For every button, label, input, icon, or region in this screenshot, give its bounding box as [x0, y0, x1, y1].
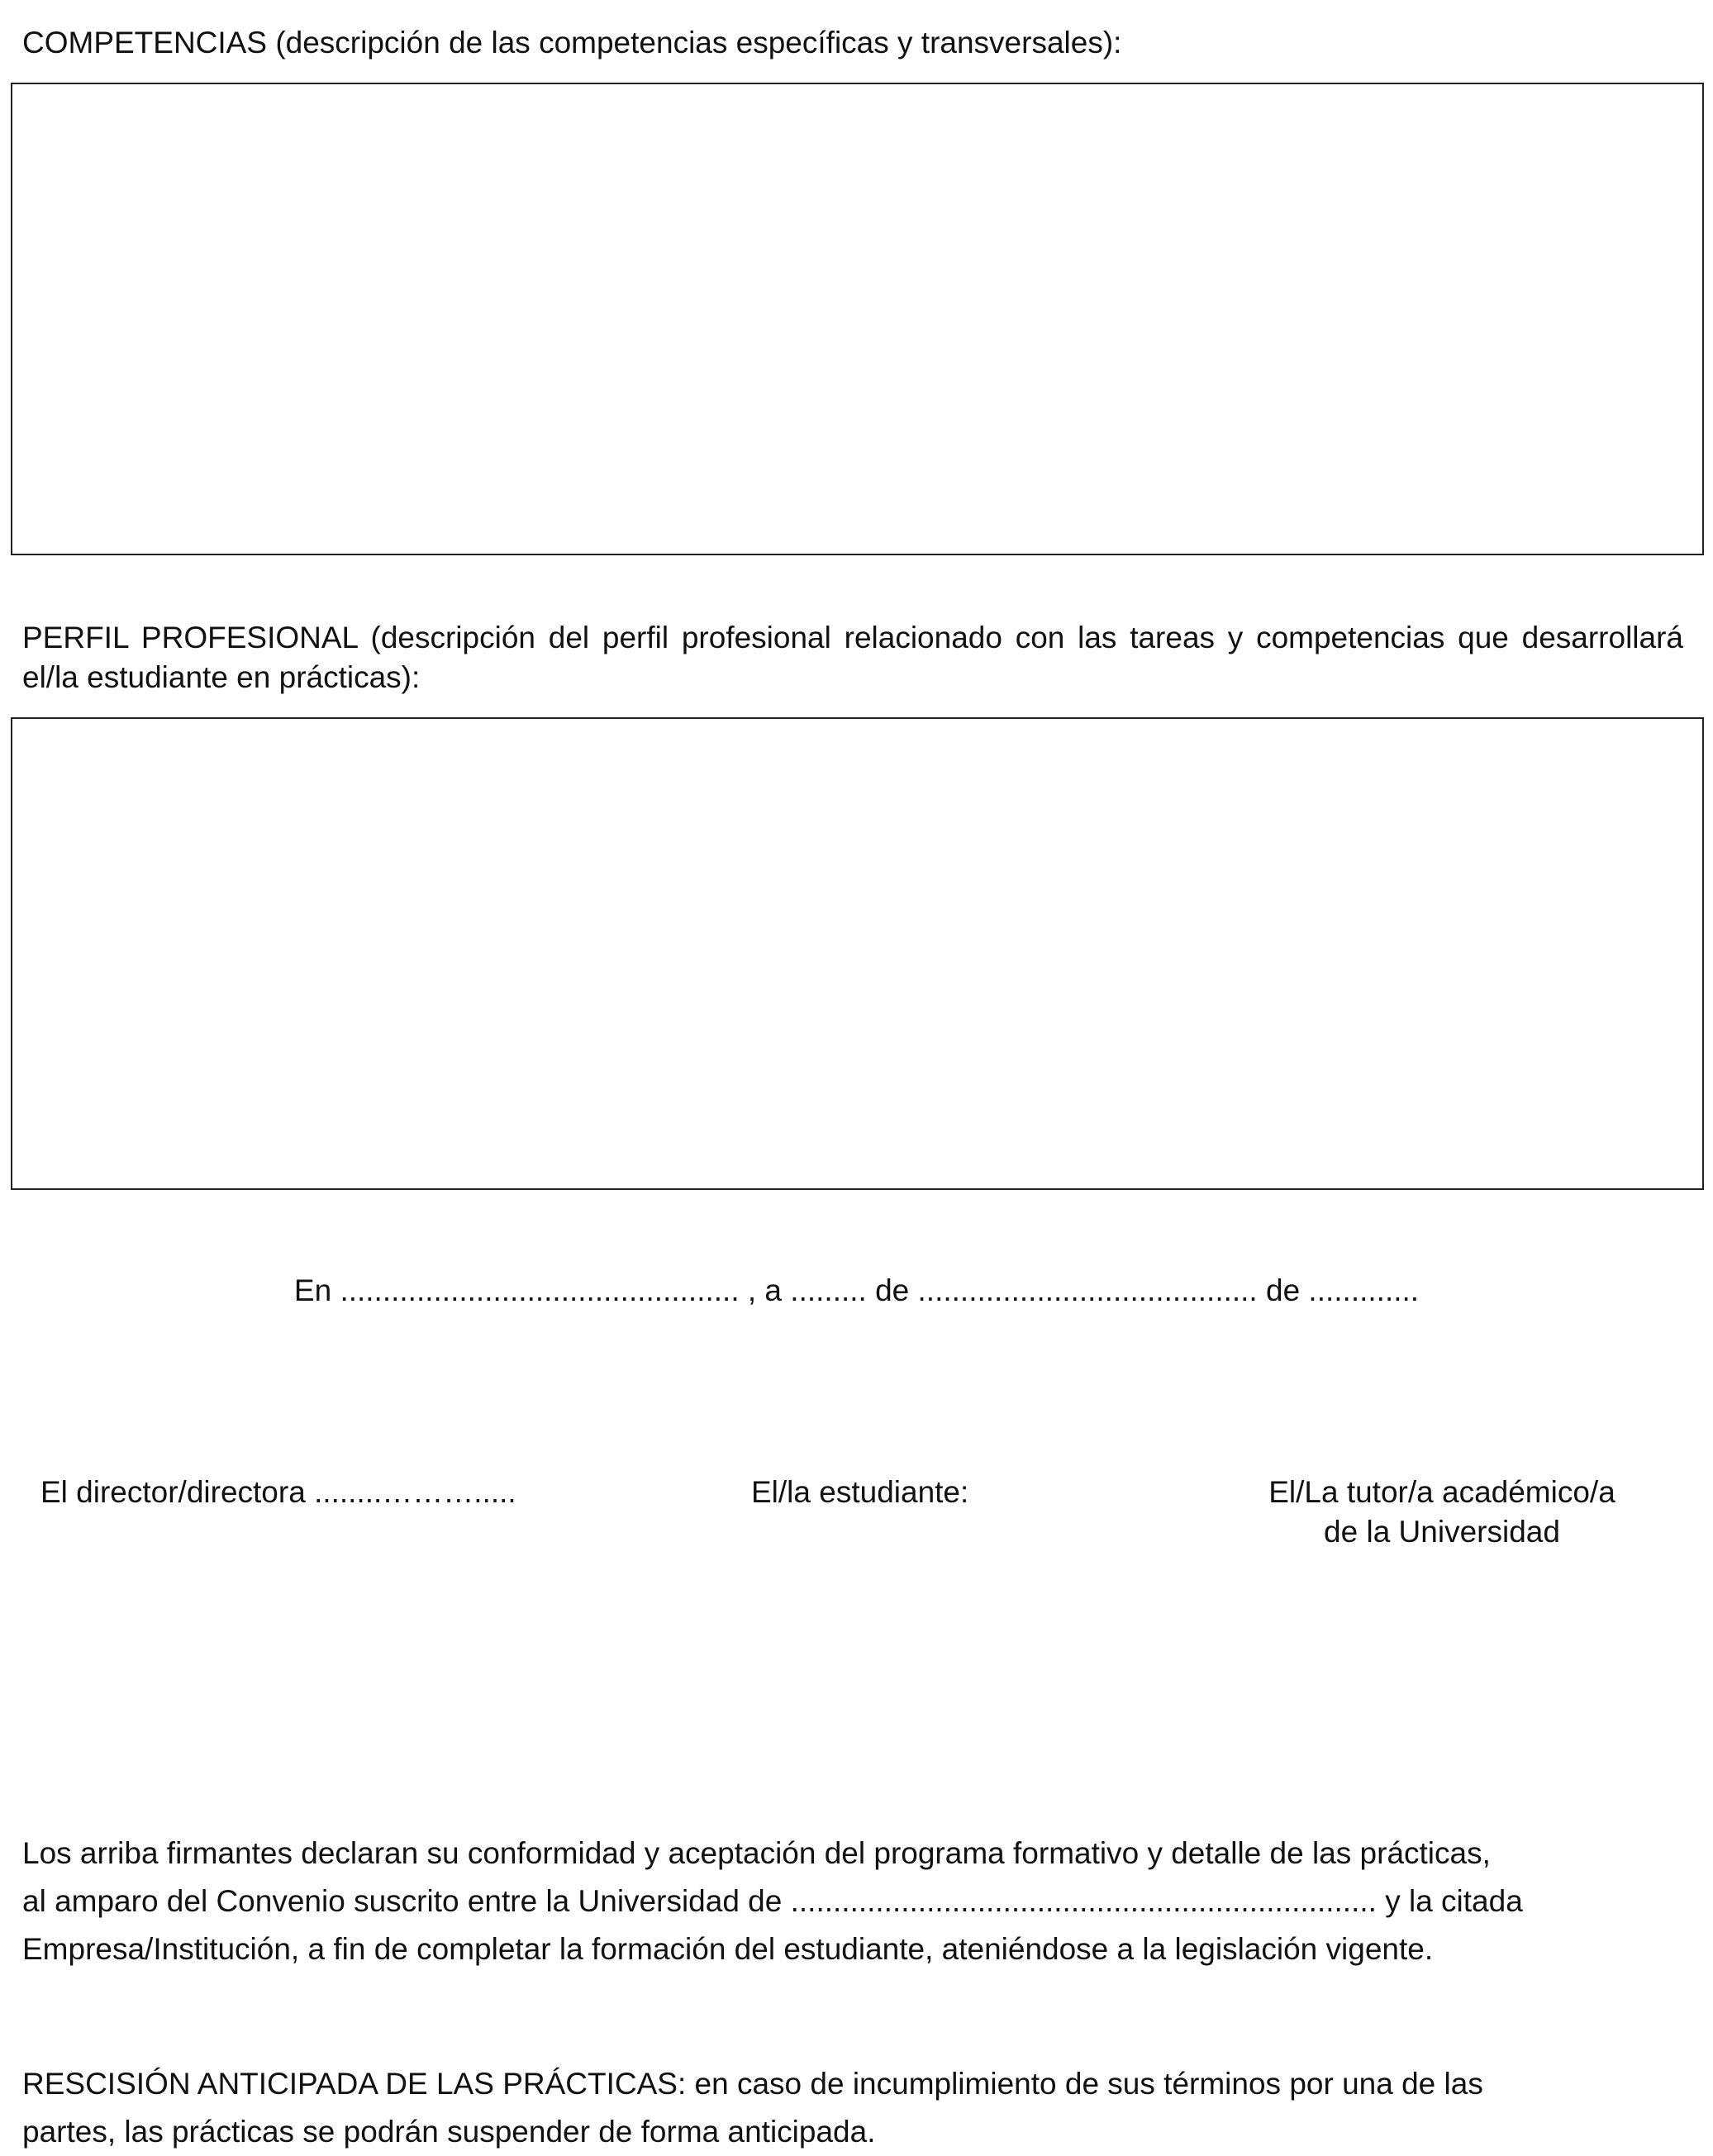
perfil-profesional-textbox[interactable]	[11, 717, 1704, 1190]
conformity-paragraph	[22, 1830, 1683, 1973]
signature-tutor-line2: de la Universidad	[1324, 1515, 1560, 1549]
place-date-line[interactable]: En ............................................... , a ......... de ........................................ de .............	[293, 1273, 1420, 1307]
signature-tutor	[1190, 1473, 1694, 1552]
signature-student: El/la estudiante:	[751, 1475, 969, 1509]
perfil-profesional-label: PERFIL PROFESIONAL (descripción del perfil profesional relacionado con las tareas y competencias que desarrollará el/la estudiante en prácticas):	[22, 621, 1683, 694]
rescision-line-1: RESCISIÓN ANTICIPADA DE LAS PRÁCTICAS: en caso de incumplimiento de sus términos por una de las	[22, 2067, 1483, 2101]
signature-tutor-line1: El/La tutor/a académico/a	[1268, 1475, 1615, 1509]
competencias-label: COMPETENCIAS (descripción de las competencias específicas y transversales):	[22, 26, 1122, 59]
conformity-line-2: al amparo del Convenio suscrito entre la Universidad de ..................................................................... y la citada	[22, 1884, 1523, 1918]
rescision-paragraph	[22, 2060, 1683, 2156]
signature-director: El director/directora ........……….....	[40, 1475, 516, 1509]
conformity-line-1: Los arriba firmantes declaran su conformidad y aceptación del programa formativo y detalle de las prácticas,	[22, 1836, 1491, 1870]
competencias-textbox[interactable]	[11, 83, 1704, 555]
conformity-line-3: Empresa/Institución, a fin de completar la formación del estudiante, ateniéndose a la legislación vigente.	[22, 1932, 1434, 1966]
rescision-line-2: partes, las prácticas se podrán suspender de forma anticipada.	[22, 2115, 876, 2149]
